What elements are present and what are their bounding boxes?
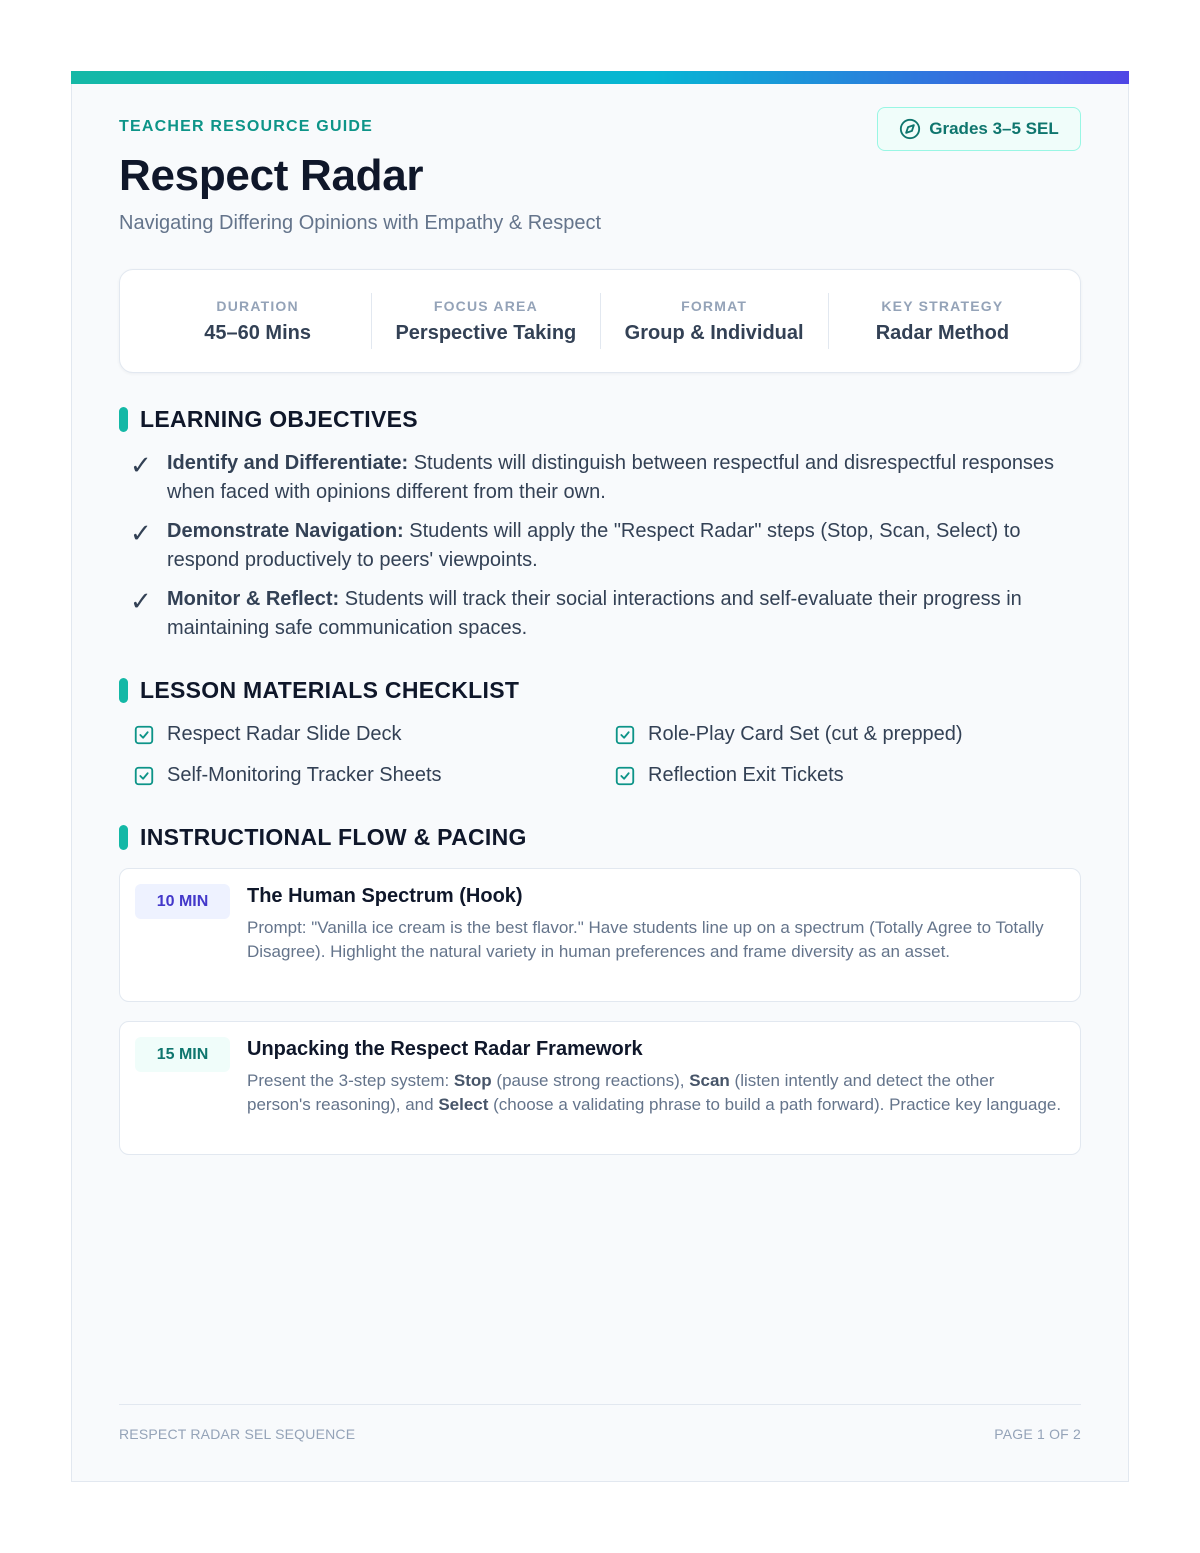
gradient-header-bar [71,71,1129,84]
footer-page-number: PAGE 1 OF 2 [994,1426,1081,1442]
checklist-item-label: Self-Monitoring Tracker Sheets [167,764,442,786]
checkbox-checked-icon [133,724,155,746]
list-item [130,449,1085,507]
objective-title: Identify and Differentiate: [167,452,409,474]
checkbox-checked-icon [614,724,636,746]
desc-text: (choose a validating phrase to build a path forward). Practice key language. [488,1094,1062,1114]
desc-emphasis: Select [438,1094,489,1114]
objectives-list [130,449,1085,653]
meta-label: FORMAT [681,297,748,314]
compass-icon [899,118,921,140]
page-subtitle: Navigating Differing Opinions with Empathy & Respect [119,212,602,234]
section-heading-text: INSTRUCTIONAL FLOW & PACING [140,824,527,850]
meta-label: KEY STRATEGY [881,297,1004,314]
section-heading-text: LEARNING OBJECTIVES [140,406,418,432]
checklist-item-label: Respect Radar Slide Deck [167,723,402,745]
section-heading-text: LESSON MATERIALS CHECKLIST [140,677,520,703]
checkmark-icon: ✓ [130,450,152,480]
meta-value: 45–60 Mins [204,321,311,344]
desc-text: Present the 3-step system: [247,1071,454,1090]
flow-step-description [247,1069,1062,1116]
checklist-item[interactable] [614,764,844,787]
meta-value: Perspective Taking [395,321,577,344]
lesson-meta-card [119,269,1081,373]
checkbox-checked-icon [133,765,155,787]
meta-focus-area [372,293,600,349]
section-accent-bar [119,678,128,703]
objective-text: Students will apply the "Respect Radar" steps (Stop, Scan, Select) to respond productively to peers' viewpoints. [167,520,1021,571]
checklist-item[interactable] [614,723,963,746]
footer-series-label: RESPECT RADAR SEL SEQUENCE [119,1426,356,1442]
time-badge: 15 MIN [135,1037,230,1072]
meta-label: DURATION [216,297,299,314]
flow-step-title: The Human Spectrum (Hook) [247,885,523,907]
objective-title: Monitor & Reflect: [167,588,340,610]
section-accent-bar [119,407,128,432]
meta-label: FOCUS AREA [433,297,538,314]
page-title: Respect Radar [119,151,424,200]
checklist-item-label: Reflection Exit Tickets [648,764,844,786]
meta-value: Group & Individual [624,321,804,344]
checklist-item-label: Role-Play Card Set (cut & prepped) [648,723,963,745]
section-heading-materials [119,677,519,704]
desc-text: (listen intently and detect the other person's reasoning), and [247,1071,995,1114]
section-heading-objectives [119,406,418,433]
meta-format [601,293,829,349]
grade-badge-label: Grades 3–5 SEL [929,119,1059,138]
grade-badge [877,107,1081,151]
flow-step-title: Unpacking the Respect Radar Framework [247,1038,643,1060]
meta-value: Radar Method [875,321,1010,344]
flow-step-description: Prompt: "Vanilla ice cream is the best flavor." Have students line up on a spectrum (Totally Agree to Totally Disagree). Highlight the natural variety in human preferences and frame diversity as an asset. [247,918,1044,961]
desc-emphasis: Stop [453,1071,492,1090]
checklist-item[interactable] [133,764,442,787]
meta-duration [144,293,372,349]
list-item [130,517,1085,575]
meta-key-strategy [829,293,1056,349]
checkmark-icon: ✓ [130,518,152,548]
section-accent-bar [119,825,128,850]
time-badge: 10 MIN [135,884,230,919]
desc-text: (pause strong reactions), [491,1071,690,1090]
checkbox-checked-icon [614,765,636,787]
flow-step-card [119,1021,1081,1155]
document-page [71,71,1129,1482]
objective-text: Students will track their social interactions and self-evaluate their progress in maintaining safe communication spaces. [167,588,1022,639]
objective-text: Students will distinguish between respectful and disrespectful responses when faced with opinions different from their own. [167,452,1055,503]
footer-divider [119,1404,1081,1405]
checkmark-icon: ✓ [130,586,152,616]
objective-title: Demonstrate Navigation: [167,520,404,542]
eyebrow-label: TEACHER RESOURCE GUIDE [119,118,373,135]
flow-step-card [119,868,1081,1002]
desc-emphasis: Scan [689,1071,730,1090]
list-item [130,585,1085,643]
section-heading-flow [119,824,527,851]
checklist-item[interactable] [133,723,402,746]
